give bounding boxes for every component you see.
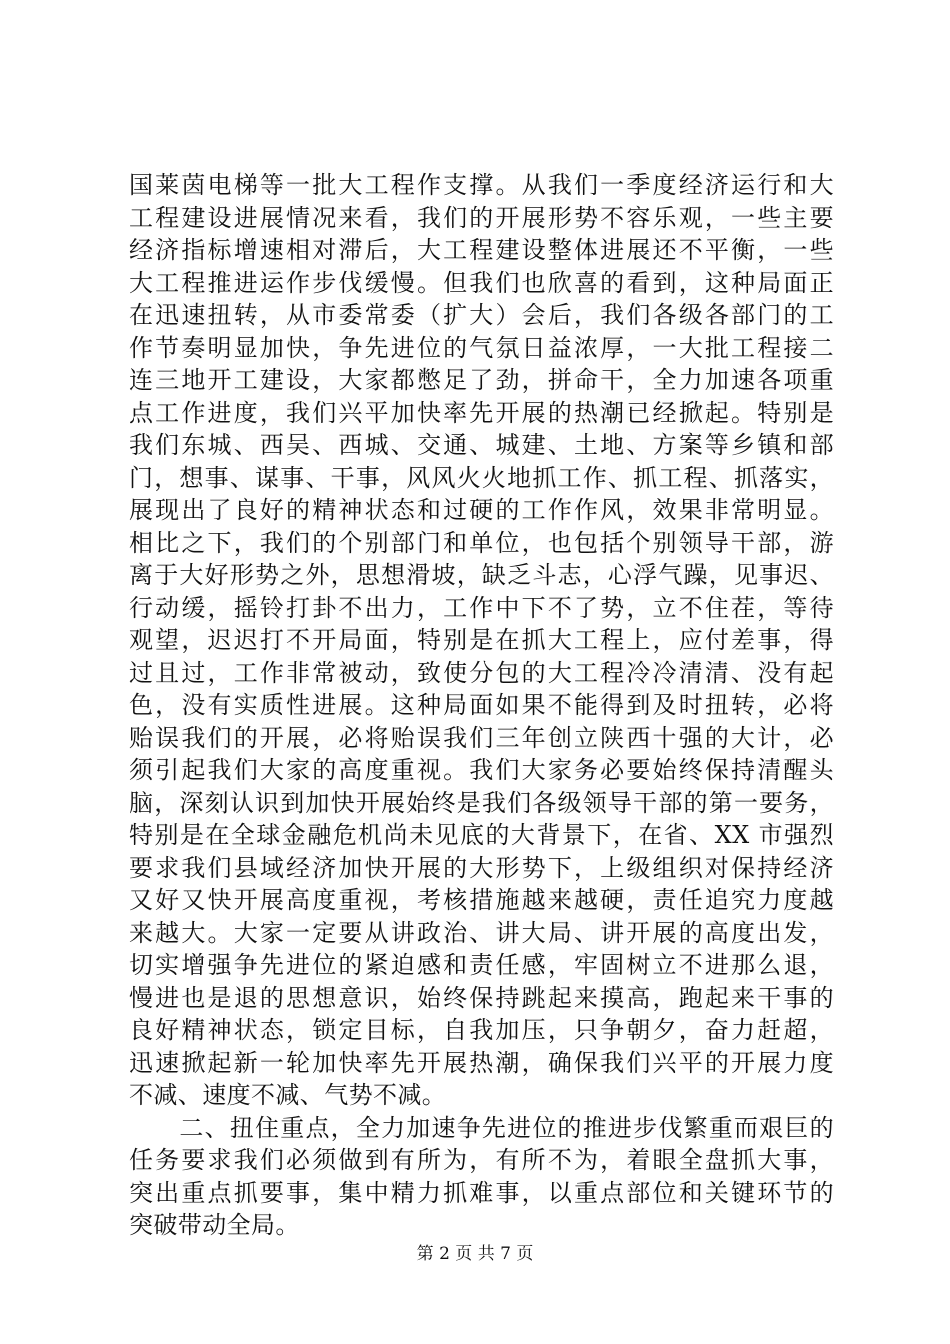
text-line: 迅速掀起新一轮加快率先开展热潮，确保我们兴平的开展力度 [129, 1048, 834, 1077]
text-line: 色，没有实质性进展。这种局面如果不能得到及时扭转，必将 [129, 691, 834, 719]
text-line: 突破带动全局。 [129, 1211, 300, 1239]
text-line: 特别是在全球金融危机尚未见底的大背景下，在省、XX 市强烈 [129, 821, 834, 849]
text-line: 相比之下，我们的个别部门和单位，也包括个别领导干部，游 [129, 528, 834, 557]
text-line: 连三地开工建设，大家都憋足了劲，拼命干，全力加速各项重 [129, 366, 834, 394]
text-line: 大工程推进运作步伐缓慢。但我们也欣喜的看到，这种局面正 [129, 268, 834, 297]
body-text [129, 169, 834, 1242]
text-line: 行动缓，摇铃打卦不出力，工作中下不了势，立不住茬，等待 [129, 593, 834, 622]
text-line: 展现出了良好的精神状态和过硬的工作作风，效果非常明显。 [129, 496, 834, 524]
text-line: 任务要求我们必须做到有所为，有所不为，着眼全盘抓大事， [129, 1146, 834, 1174]
text-line: 须引起我们大家的高度重视。我们大家务必要始终保持清醒头 [129, 756, 834, 784]
text-line: 脑，深刻认识到加快开展始终是我们各级领导干部的第一要务， [129, 788, 834, 817]
text-line: 又好又快开展高度重视，考核措施越来越硬，责任追究力度越 [129, 886, 834, 914]
text-line: 工程建设进展情况来看，我们的开展形势不容乐观，一些主要 [129, 203, 834, 232]
text-line: 切实增强争先进位的紧迫感和责任感，牢固树立不进那么退， [129, 951, 834, 979]
text-line: 观望，迟迟打不开局面，特别是在抓大工程上，应付差事，得 [129, 626, 834, 654]
text-line: 贻误我们的开展，必将贻误我们三年创立陕西十强的大计，必 [129, 723, 834, 752]
text-line: 离于大好形势之外，思想滑坡，缺乏斗志，心浮气躁，见事迟、 [129, 561, 834, 589]
text-line: 我们东城、西吴、西城、交通、城建、土地、方案等乡镇和部 [129, 431, 834, 459]
text-line: 良好精神状态，锁定目标，自我加压，只争朝夕，奋力赶超， [129, 1016, 834, 1044]
text-line: 国莱茵电梯等一批大工程作支撑。从我们一季度经济运行和大 [129, 171, 834, 199]
text-line: 慢进也是退的思想意识，始终保持跳起来摸高，跑起来干事的 [129, 983, 834, 1012]
text-line: 在迅速扭转，从市委常委（扩大）会后，我们各级各部门的工 [129, 301, 834, 329]
page-number-footer: 第 2 页 共 7 页 [416, 1244, 534, 1264]
text-line: 经济指标增速相对滞后，大工程建设整体进展还不平衡，一些 [129, 236, 834, 264]
text-line: 突出重点抓要事，集中精力抓难事，以重点部位和关键环节的 [129, 1178, 834, 1207]
section-heading-line: 二、扭住重点，全力加速争先进位的推进步伐繁重而艰巨的 [129, 1113, 834, 1142]
text-line: 不减、速度不减、气势不减。 [129, 1081, 447, 1109]
text-line: 来越大。大家一定要从讲政治、讲大局、讲开展的高度出发， [129, 918, 834, 947]
text-line: 过且过，工作非常被动，致使分包的大工程冷冷清清、没有起 [129, 658, 834, 687]
text-line: 门，想事、谋事、干事，风风火火地抓工作、抓工程、抓落实， [129, 463, 834, 492]
text-line: 点工作进度，我们兴平加快率先开展的热潮已经掀起。特别是 [129, 398, 834, 427]
text-line: 要求我们县域经济加快开展的大形势下，上级组织对保持经济 [129, 853, 834, 882]
text-line: 作节奏明显加快，争先进位的气氛日益浓厚，一大批工程接二 [129, 333, 834, 362]
